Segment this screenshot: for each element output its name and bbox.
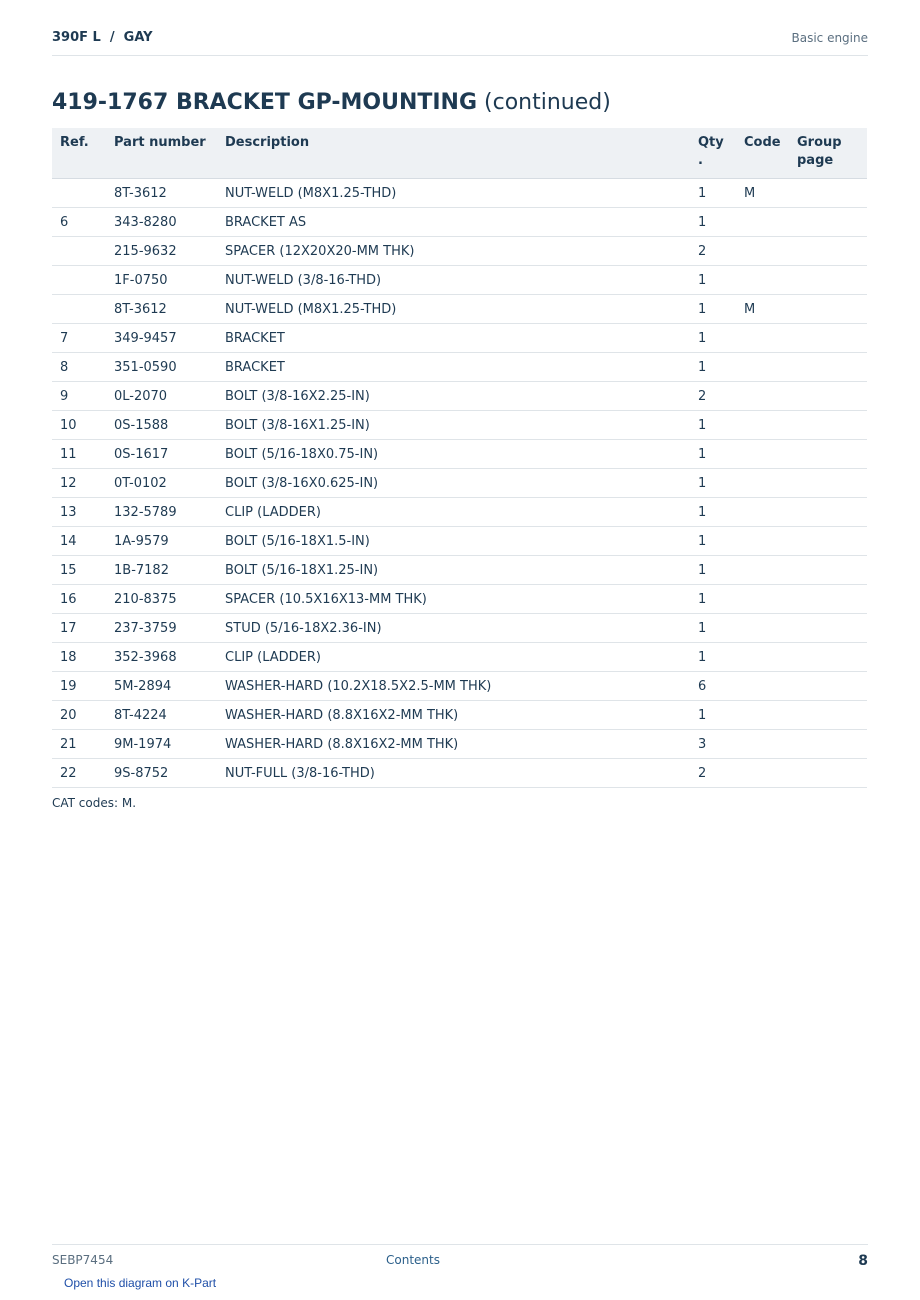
cell-part-number: 1B-7182 bbox=[106, 556, 217, 585]
column-header-code: Code bbox=[736, 128, 789, 179]
cell-ref: 19 bbox=[52, 672, 106, 701]
cell-ref bbox=[52, 295, 106, 324]
column-header-group-page: Group page bbox=[789, 128, 867, 179]
cell-description: BOLT (5/16-18X1.25-IN) bbox=[217, 556, 690, 585]
cell-code bbox=[736, 266, 789, 295]
cell-part-number: 132-5789 bbox=[106, 498, 217, 527]
page-number: 8 bbox=[858, 1253, 868, 1269]
cell-description: BOLT (5/16-18X0.75-IN) bbox=[217, 440, 690, 469]
cell-part-number: 5M-2894 bbox=[106, 672, 217, 701]
parts-table-body bbox=[52, 179, 867, 788]
cell-group-page bbox=[789, 411, 867, 440]
cell-ref: 20 bbox=[52, 701, 106, 730]
table-row bbox=[52, 324, 867, 353]
table-row bbox=[52, 556, 867, 585]
cell-code bbox=[736, 237, 789, 266]
cell-ref: 7 bbox=[52, 324, 106, 353]
cell-qty: 1 bbox=[690, 643, 736, 672]
cell-qty: 1 bbox=[690, 527, 736, 556]
cell-qty: 1 bbox=[690, 266, 736, 295]
cell-description: NUT-WELD (M8X1.25-THD) bbox=[217, 179, 690, 208]
table-row bbox=[52, 440, 867, 469]
table-row bbox=[52, 759, 867, 788]
cell-part-number: 0T-0102 bbox=[106, 469, 217, 498]
cell-group-page bbox=[789, 208, 867, 237]
cell-code bbox=[736, 556, 789, 585]
cell-code bbox=[736, 382, 789, 411]
model-label: 390F L / GAY bbox=[52, 30, 153, 45]
cell-part-number: 9S-8752 bbox=[106, 759, 217, 788]
cell-description: BRACKET bbox=[217, 324, 690, 353]
column-header-qty: Qty . bbox=[690, 128, 736, 179]
cell-qty: 1 bbox=[690, 208, 736, 237]
table-row bbox=[52, 585, 867, 614]
column-header-description: Description bbox=[217, 128, 690, 179]
cell-qty: 6 bbox=[690, 672, 736, 701]
kpart-diagram-link[interactable]: Open this diagram on K-Part bbox=[64, 1276, 217, 1290]
cell-group-page bbox=[789, 295, 867, 324]
cell-ref: 16 bbox=[52, 585, 106, 614]
cell-group-page bbox=[789, 585, 867, 614]
cell-group-page bbox=[789, 382, 867, 411]
cell-code: M bbox=[736, 295, 789, 324]
cell-code bbox=[736, 614, 789, 643]
cell-part-number: 8T-3612 bbox=[106, 295, 217, 324]
cell-ref: 12 bbox=[52, 469, 106, 498]
cell-qty: 1 bbox=[690, 614, 736, 643]
cell-qty: 1 bbox=[690, 179, 736, 208]
cell-ref: 18 bbox=[52, 643, 106, 672]
cell-part-number: 0S-1588 bbox=[106, 411, 217, 440]
cell-part-number: 215-9632 bbox=[106, 237, 217, 266]
page-title bbox=[52, 90, 611, 115]
cell-code bbox=[736, 411, 789, 440]
cell-description: WASHER-HARD (10.2X18.5X2.5-MM THK) bbox=[217, 672, 690, 701]
cell-group-page bbox=[789, 237, 867, 266]
cell-group-page bbox=[789, 266, 867, 295]
cell-ref: 11 bbox=[52, 440, 106, 469]
cell-description: BOLT (3/8-16X1.25-IN) bbox=[217, 411, 690, 440]
cell-description: SPACER (12X20X20-MM THK) bbox=[217, 237, 690, 266]
cell-group-page bbox=[789, 730, 867, 759]
cell-part-number: 0L-2070 bbox=[106, 382, 217, 411]
table-row bbox=[52, 701, 867, 730]
table-row bbox=[52, 730, 867, 759]
cell-part-number: 237-3759 bbox=[106, 614, 217, 643]
cell-code bbox=[736, 585, 789, 614]
cell-part-number: 8T-3612 bbox=[106, 179, 217, 208]
cell-code bbox=[736, 324, 789, 353]
cell-qty: 1 bbox=[690, 469, 736, 498]
table-row bbox=[52, 353, 867, 382]
cell-qty: 2 bbox=[690, 382, 736, 411]
cell-qty: 2 bbox=[690, 759, 736, 788]
cell-ref: 9 bbox=[52, 382, 106, 411]
cell-ref: 8 bbox=[52, 353, 106, 382]
cell-code bbox=[736, 208, 789, 237]
cell-description: SPACER (10.5X16X13-MM THK) bbox=[217, 585, 690, 614]
cell-code bbox=[736, 701, 789, 730]
cell-code bbox=[736, 498, 789, 527]
cell-description: NUT-WELD (M8X1.25-THD) bbox=[217, 295, 690, 324]
cell-qty: 1 bbox=[690, 324, 736, 353]
cell-qty: 1 bbox=[690, 353, 736, 382]
cell-part-number: 1F-0750 bbox=[106, 266, 217, 295]
cell-ref: 10 bbox=[52, 411, 106, 440]
cell-group-page bbox=[789, 469, 867, 498]
page-header bbox=[52, 28, 868, 56]
cell-group-page bbox=[789, 643, 867, 672]
cell-description: CLIP (LADDER) bbox=[217, 643, 690, 672]
cell-description: BOLT (3/8-16X2.25-IN) bbox=[217, 382, 690, 411]
title-suffix: (continued) bbox=[477, 90, 611, 115]
parts-table-header bbox=[52, 128, 867, 179]
table-row bbox=[52, 295, 867, 324]
cell-qty: 1 bbox=[690, 585, 736, 614]
cell-ref bbox=[52, 179, 106, 208]
cell-group-page bbox=[789, 527, 867, 556]
cell-group-page bbox=[789, 556, 867, 585]
cell-qty: 1 bbox=[690, 411, 736, 440]
cell-description: CLIP (LADDER) bbox=[217, 498, 690, 527]
table-row bbox=[52, 469, 867, 498]
cell-part-number: 8T-4224 bbox=[106, 701, 217, 730]
cell-code bbox=[736, 730, 789, 759]
cell-code bbox=[736, 469, 789, 498]
table-row bbox=[52, 672, 867, 701]
table-row bbox=[52, 614, 867, 643]
table-row bbox=[52, 411, 867, 440]
cell-code bbox=[736, 527, 789, 556]
cell-part-number: 1A-9579 bbox=[106, 527, 217, 556]
table-row bbox=[52, 643, 867, 672]
cell-qty: 1 bbox=[690, 701, 736, 730]
cell-code: M bbox=[736, 179, 789, 208]
cell-group-page bbox=[789, 440, 867, 469]
cell-ref: 22 bbox=[52, 759, 106, 788]
cell-code bbox=[736, 672, 789, 701]
column-header-ref: Ref. bbox=[52, 128, 106, 179]
cell-group-page bbox=[789, 614, 867, 643]
cell-ref: 6 bbox=[52, 208, 106, 237]
cell-code bbox=[736, 440, 789, 469]
cell-qty: 1 bbox=[690, 498, 736, 527]
cell-part-number: 343-8280 bbox=[106, 208, 217, 237]
parts-table bbox=[52, 128, 867, 788]
cell-part-number: 9M-1974 bbox=[106, 730, 217, 759]
page-footer bbox=[52, 1244, 868, 1277]
column-header-part-number: Part number bbox=[106, 128, 217, 179]
cell-group-page bbox=[789, 324, 867, 353]
cell-group-page bbox=[789, 498, 867, 527]
cell-ref: 21 bbox=[52, 730, 106, 759]
cell-description: BRACKET bbox=[217, 353, 690, 382]
table-row bbox=[52, 179, 867, 208]
cell-qty: 1 bbox=[690, 295, 736, 324]
table-row bbox=[52, 266, 867, 295]
cell-description: BRACKET AS bbox=[217, 208, 690, 237]
cell-description: NUT-FULL (3/8-16-THD) bbox=[217, 759, 690, 788]
cell-ref: 15 bbox=[52, 556, 106, 585]
cell-description: NUT-WELD (3/8-16-THD) bbox=[217, 266, 690, 295]
cell-code bbox=[736, 643, 789, 672]
cell-group-page bbox=[789, 353, 867, 382]
section-label: Basic engine bbox=[791, 31, 868, 45]
document-id: SEBP7454 bbox=[52, 1253, 114, 1267]
cell-part-number: 352-3968 bbox=[106, 643, 217, 672]
table-row bbox=[52, 237, 867, 266]
cell-qty: 3 bbox=[690, 730, 736, 759]
cell-ref bbox=[52, 237, 106, 266]
cell-description: WASHER-HARD (8.8X16X2-MM THK) bbox=[217, 730, 690, 759]
contents-link[interactable]: Contents bbox=[386, 1253, 440, 1267]
cell-part-number: 351-0590 bbox=[106, 353, 217, 382]
cell-ref: 14 bbox=[52, 527, 106, 556]
cell-ref: 17 bbox=[52, 614, 106, 643]
cat-codes-note: CAT codes: M. bbox=[52, 796, 137, 810]
table-row bbox=[52, 527, 867, 556]
cell-code bbox=[736, 353, 789, 382]
cell-part-number: 0S-1617 bbox=[106, 440, 217, 469]
table-row bbox=[52, 498, 867, 527]
cell-part-number: 349-9457 bbox=[106, 324, 217, 353]
cell-description: BOLT (3/8-16X0.625-IN) bbox=[217, 469, 690, 498]
cell-qty: 1 bbox=[690, 556, 736, 585]
cell-qty: 2 bbox=[690, 237, 736, 266]
table-row bbox=[52, 382, 867, 411]
cell-description: STUD (5/16-18X2.36-IN) bbox=[217, 614, 690, 643]
cell-description: BOLT (5/16-18X1.5-IN) bbox=[217, 527, 690, 556]
cell-group-page bbox=[789, 672, 867, 701]
cell-group-page bbox=[789, 759, 867, 788]
cell-ref bbox=[52, 266, 106, 295]
cell-code bbox=[736, 759, 789, 788]
cell-part-number: 210-8375 bbox=[106, 585, 217, 614]
cell-group-page bbox=[789, 701, 867, 730]
cell-group-page bbox=[789, 179, 867, 208]
cell-ref: 13 bbox=[52, 498, 106, 527]
table-row bbox=[52, 208, 867, 237]
cell-description: WASHER-HARD (8.8X16X2-MM THK) bbox=[217, 701, 690, 730]
cell-qty: 1 bbox=[690, 440, 736, 469]
title-main: 419-1767 BRACKET GP-MOUNTING bbox=[52, 90, 478, 115]
